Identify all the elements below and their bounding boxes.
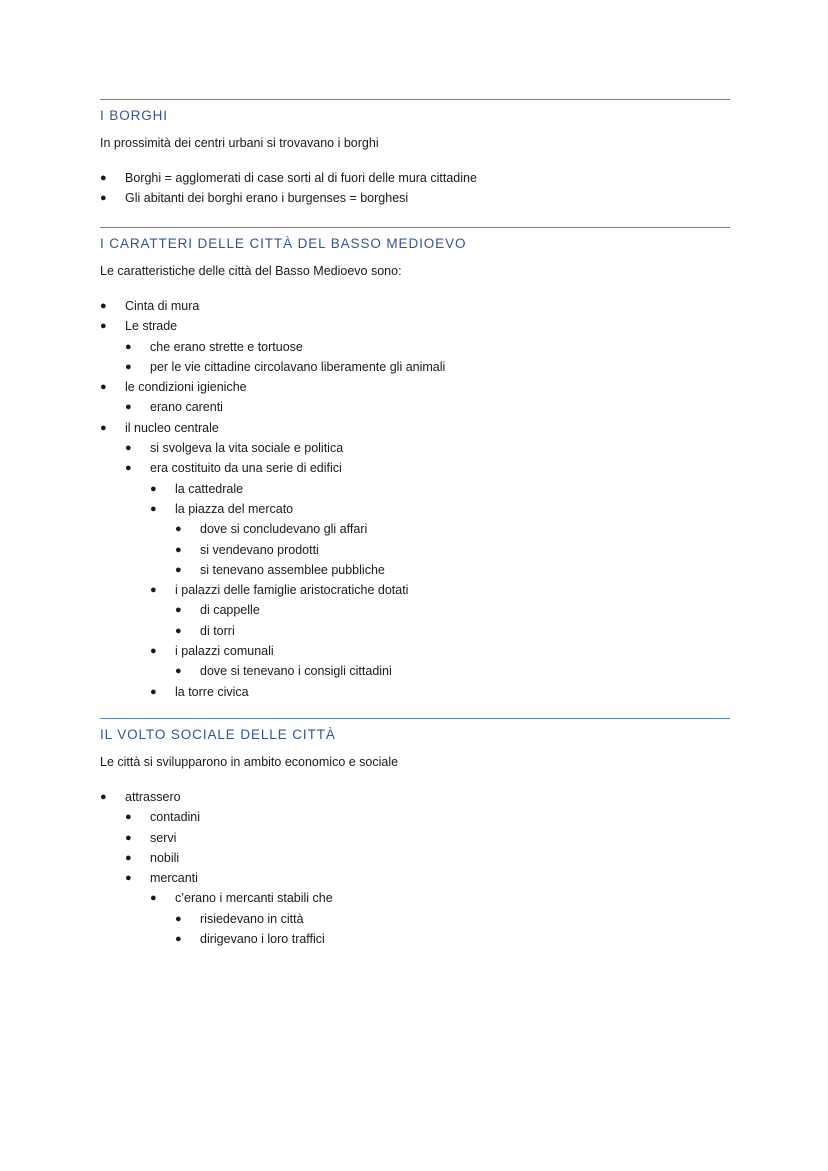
- list-item: ● di cappelle: [100, 600, 730, 620]
- bullet-icon: ●: [150, 892, 157, 905]
- list-item: ● era costituito da una serie di edifici: [100, 458, 730, 478]
- list-item: ● Borghi = agglomerati di case sorti al di fuori delle mura cittadine: [100, 168, 730, 188]
- section-divider: [100, 227, 730, 228]
- bullet-icon: ●: [125, 851, 132, 864]
- bullet-icon: ●: [125, 462, 132, 475]
- bullet-icon: ●: [175, 563, 182, 576]
- list-item: ● Gli abitanti dei borghi erano i burgenses = borghesi: [100, 188, 730, 208]
- list-item: ● dirigevano i loro traffici: [100, 929, 730, 949]
- list-item: ● i palazzi comunali: [100, 641, 730, 661]
- list-item: ● la torre civica: [100, 682, 730, 702]
- section-volto-sociale: [100, 718, 730, 949]
- list-item: ● Le strade: [100, 316, 730, 336]
- bullet-icon: ●: [175, 624, 182, 637]
- section-divider: [100, 718, 730, 719]
- bullet-icon: ●: [100, 381, 107, 394]
- section-heading: I BORGHI: [100, 108, 168, 123]
- list-item: ● di torri: [100, 621, 730, 641]
- section-intro: Le caratteristiche delle città del Basso Medioevo sono:: [100, 264, 402, 278]
- list-item: ● erano carenti: [100, 397, 730, 417]
- list-item: ● contadini: [100, 807, 730, 827]
- bullet-icon: ●: [175, 912, 182, 925]
- section-intro: Le città si svilupparono in ambito economico e sociale: [100, 755, 399, 769]
- list-item: ● dove si tenevano i consigli cittadini: [100, 661, 730, 681]
- list-item: ● risiedevano in città: [100, 909, 730, 929]
- section-divider: [100, 99, 730, 100]
- bullet-icon: ●: [100, 791, 107, 803]
- bullet-icon: ●: [150, 584, 157, 597]
- bullet-list: [100, 168, 730, 209]
- bullet-icon: ●: [175, 604, 182, 617]
- list-item: ● Cinta di mura: [100, 296, 730, 316]
- bullet-icon: ●: [175, 665, 182, 678]
- bullet-icon: ●: [175, 523, 182, 536]
- list-item: ● i palazzi delle famiglie aristocratiche dotati: [100, 580, 730, 600]
- list-item: ● si vendevano prodotti: [100, 540, 730, 560]
- bullet-icon: ●: [125, 442, 132, 455]
- bullet-icon: ●: [100, 421, 107, 434]
- list-item: ● nobili: [100, 848, 730, 868]
- bullet-list: [100, 296, 730, 702]
- section-heading: IL VOLTO SOCIALE DELLE CITTÀ: [100, 727, 336, 742]
- list-item: ● dove si concludevano gli affari: [100, 519, 730, 539]
- bullet-icon: ●: [100, 192, 107, 205]
- list-item: ● che erano strette e tortuose: [100, 337, 730, 357]
- bullet-icon: ●: [125, 360, 132, 373]
- bullet-icon: ●: [100, 320, 107, 333]
- bullet-icon: ●: [125, 831, 132, 844]
- bullet-icon: ●: [150, 685, 157, 698]
- bullet-icon: ●: [100, 300, 107, 312]
- section-borghi: [100, 99, 730, 209]
- bullet-icon: ●: [150, 482, 157, 495]
- bullet-icon: ●: [175, 933, 182, 946]
- section-caratteri-citta: [100, 227, 730, 702]
- list-item: ● servi: [100, 828, 730, 848]
- list-item: ● la cattedrale: [100, 479, 730, 499]
- list-item: ● le condizioni igieniche: [100, 377, 730, 397]
- section-intro: In prossimità dei centri urbani si trovavano i borghi: [100, 136, 379, 150]
- list-item: ● la piazza del mercato: [100, 499, 730, 519]
- bullet-icon: ●: [175, 543, 182, 556]
- list-item: ● si tenevano assemblee pubbliche: [100, 560, 730, 580]
- list-item: ● per le vie cittadine circolavano liberamente gli animali: [100, 357, 730, 377]
- bullet-icon: ●: [150, 645, 157, 658]
- bullet-list: [100, 787, 730, 949]
- bullet-icon: ●: [125, 811, 132, 824]
- list-item: ● c’erano i mercanti stabili che: [100, 888, 730, 908]
- section-heading: I CARATTERI DELLE CITTÀ DEL BASSO MEDIOEVO: [100, 236, 467, 251]
- list-item: ● attrassero: [100, 787, 730, 807]
- list-item: ● si svolgeva la vita sociale e politica: [100, 438, 730, 458]
- bullet-icon: ●: [125, 401, 132, 414]
- bullet-icon: ●: [125, 340, 132, 353]
- list-item: ● il nucleo centrale: [100, 418, 730, 438]
- bullet-icon: ●: [100, 172, 107, 184]
- bullet-icon: ●: [150, 502, 157, 515]
- list-item: ● mercanti: [100, 868, 730, 888]
- bullet-icon: ●: [125, 872, 132, 885]
